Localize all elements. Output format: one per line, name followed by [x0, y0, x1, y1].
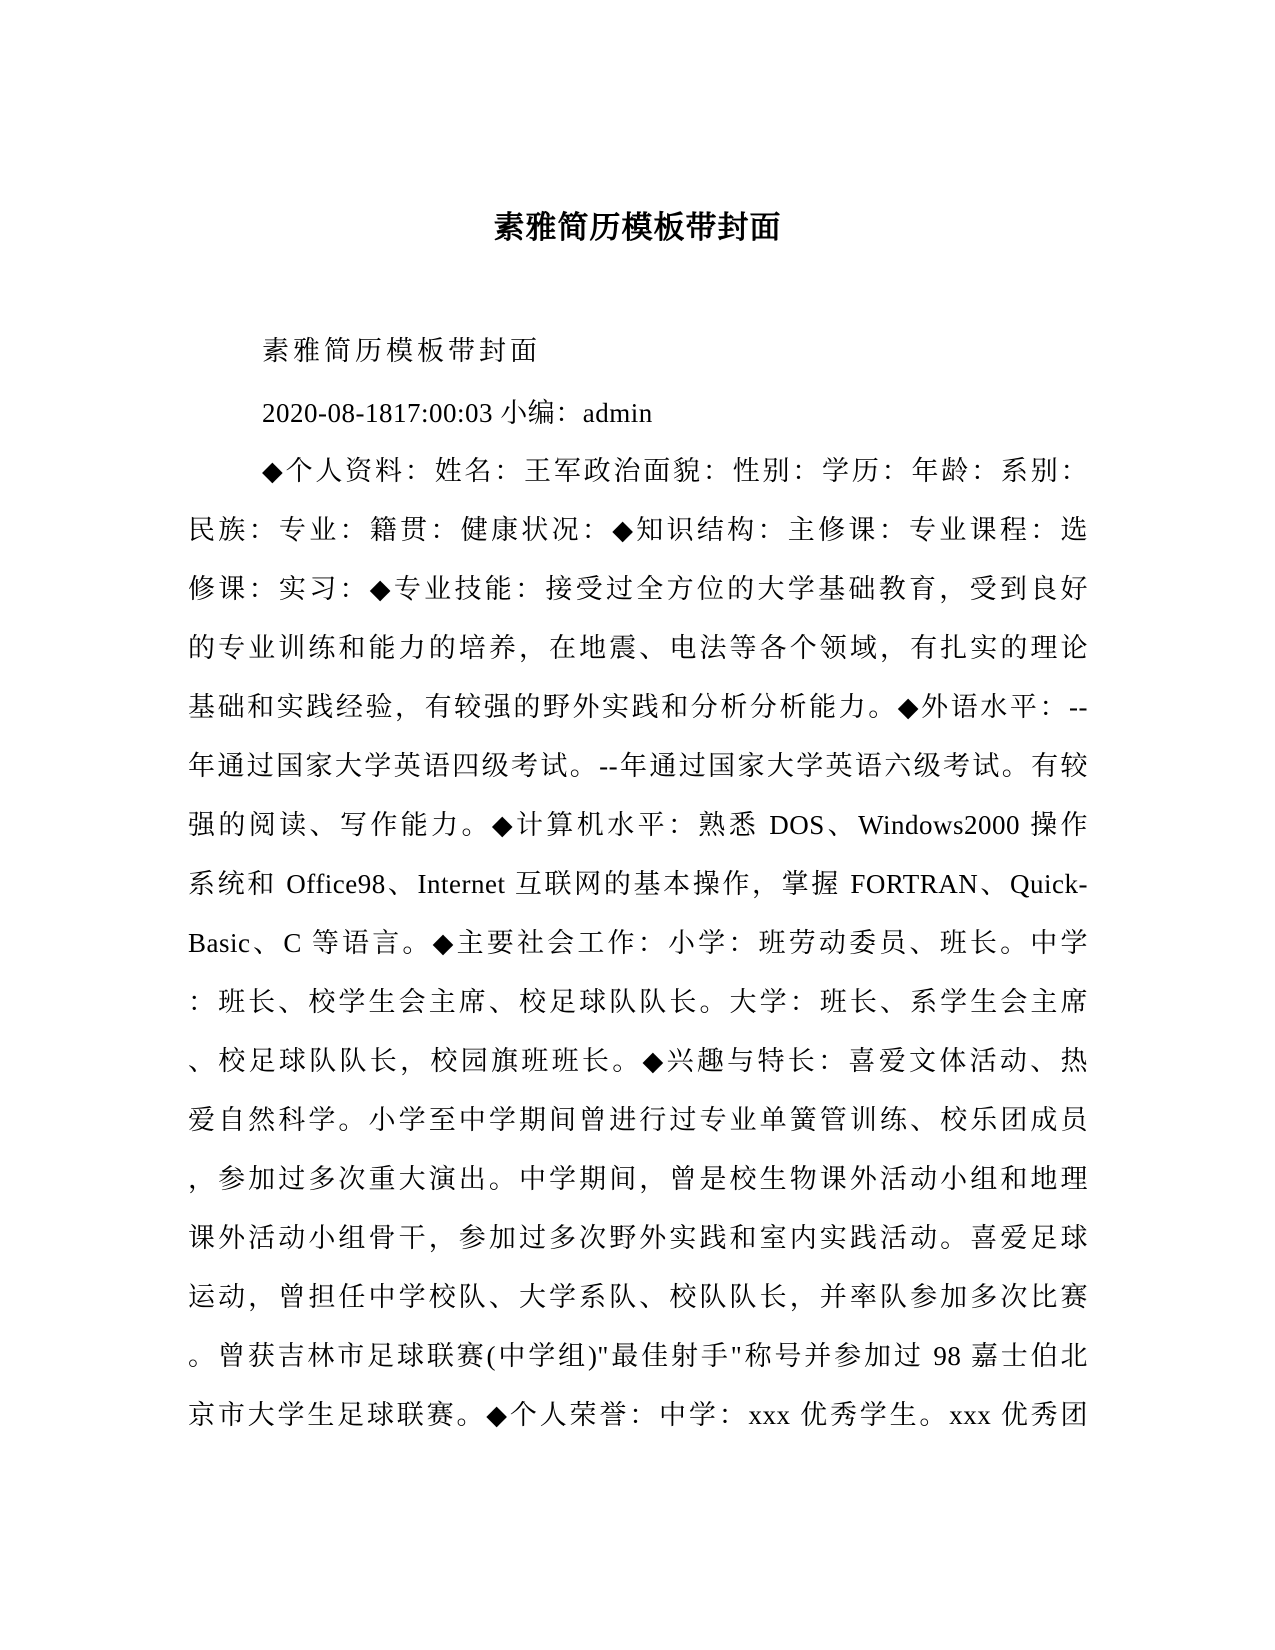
- body-line: ，参加过多次重大演出。中学期间，曾是校生物课外活动小组和地理: [188, 1164, 1088, 1194]
- body-line: 基础和实践经验，有较强的野外实践和分析分析能力。◆外语水平：--: [188, 692, 1088, 722]
- body-line: 的专业训练和能力的培养，在地震、电法等各个领域，有扎实的理论: [188, 633, 1088, 663]
- body-line: 系统和 Office98、Internet 互联网的基本操作，掌握 FORTRAN、Quick-: [188, 869, 1088, 899]
- body-line: 爱自然科学。小学至中学期间曾进行过专业单簧管训练、校乐团成员: [188, 1105, 1088, 1135]
- body-line: 、校足球队队长，校园旗班班长。◆兴趣与特长：喜爱文体活动、热: [188, 1046, 1088, 1076]
- body-line: 运动，曾担任中学校队、大学系队、校队队长，并率队参加多次比赛: [188, 1282, 1088, 1312]
- body-line: 课外活动小组骨干，参加过多次野外实践和室内实践活动。喜爱足球: [188, 1223, 1088, 1253]
- body-line: 。曾获吉林市足球联赛(中学组)"最佳射手"称号并参加过 98 嘉士伯北: [188, 1341, 1088, 1371]
- body-line: 年通过国家大学英语四级考试。--年通过国家大学英语六级考试。有较: [188, 751, 1088, 781]
- body-line: 修课：实习：◆专业技能：接受过全方位的大学基础教育，受到良好: [188, 574, 1088, 604]
- body-line: Basic、C 等语言。◆主要社会工作：小学：班劳动委员、班长。中学: [188, 928, 1088, 958]
- article-meta: 2020-08-1817:00:03 小编：admin: [262, 398, 653, 428]
- body-line: 京市大学生足球联赛。◆个人荣誉：中学：xxx 优秀学生。xxx 优秀团: [188, 1400, 1088, 1430]
- article-subtitle: 素雅简历模板带封面: [262, 336, 541, 366]
- body-line: ：班长、校学生会主席、校足球队队长。大学：班长、系学生会主席: [188, 987, 1088, 1017]
- document-title: 素雅简历模板带封面: [493, 210, 782, 246]
- body-line: 民族：专业：籍贯：健康状况：◆知识结构：主修课：专业课程：选: [188, 515, 1088, 545]
- body-line: ◆个人资料：姓名：王军政治面貌：性别：学历：年龄：系别：: [262, 456, 1088, 486]
- body-line: 强的阅读、写作能力。◆计算机水平：熟悉 DOS、Windows2000 操作: [188, 810, 1088, 840]
